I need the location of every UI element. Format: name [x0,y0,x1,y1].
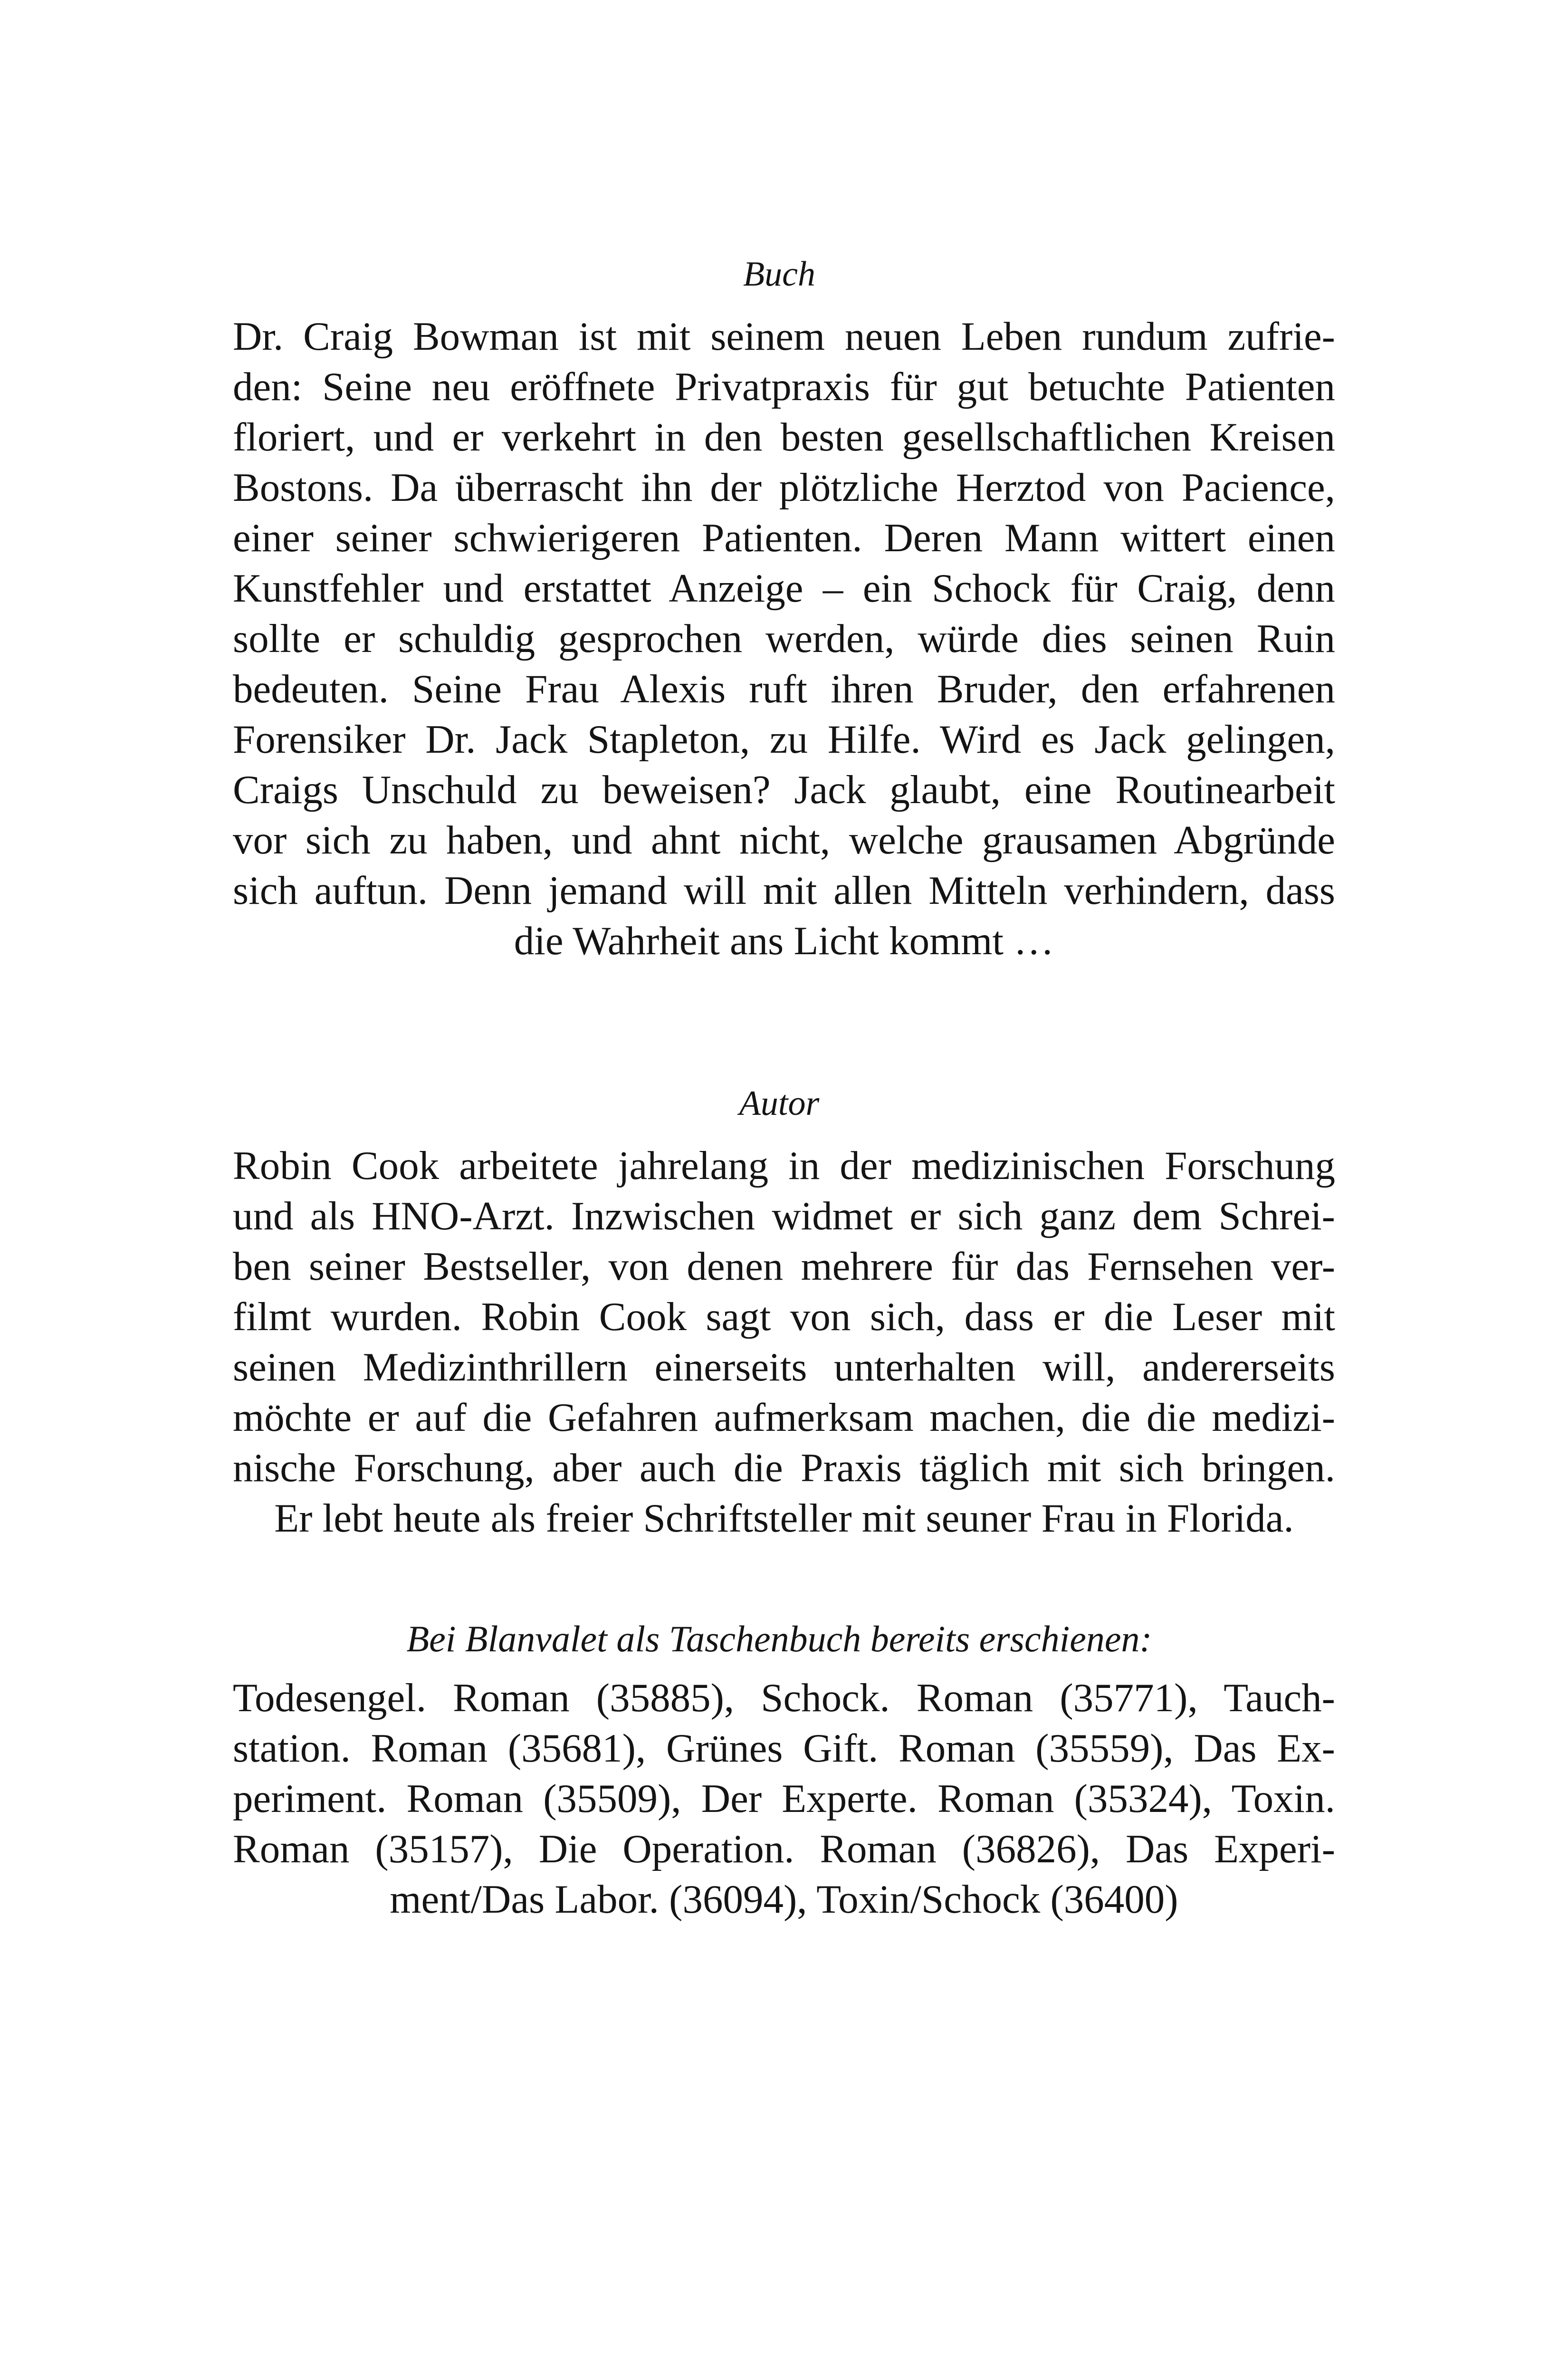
buch-line: Craigs Unschuld zu beweisen? Jack glaubt, eine Routinearbeit [233,767,1335,812]
autor-line: seinen Medizinthrillern einerseits unterhalten will, andererseits [233,1345,1335,1389]
buch-line-last: die Wahrheit ans Licht kommt … [514,919,1054,963]
buch-line: Forensiker Dr. Jack Stapleton, zu Hilfe. Wird es Jack gelingen, [233,717,1335,762]
published-line: Todesengel. Roman (35885), Schock. Roman (35771), Tauch- [233,1676,1335,1720]
buch-description [233,311,1335,966]
autor-heading: Autor [739,1084,820,1123]
autor-line: ben seiner Bestseller, von denen mehrere für das Fernsehen ver- [233,1244,1335,1289]
autor-line: filmt wurden. Robin Cook sagt von sich, dass er die Leser mit [233,1294,1335,1339]
published-line: station. Roman (35681), Grünes Gift. Roman (35559), Das Ex- [233,1726,1335,1771]
published-heading: Bei Blanvalet als Taschenbuch bereits erschienen: [406,1618,1152,1659]
autor-description [233,1140,1335,1543]
autor-line: und als HNO-Arzt. Inzwischen widmet er sich ganz dem Schrei- [233,1194,1335,1238]
buch-line: floriert, und er verkehrt in den besten gesellschaftlichen Kreisen [233,415,1335,460]
published-list [233,1673,1335,1925]
autor-line: nische Forschung, aber auch die Praxis täglich mit sich bringen. [233,1446,1335,1490]
buch-heading: Buch [743,255,816,294]
buch-line: Bostons. Da überrascht ihn der plötzliche Herztod von Pacience, [233,465,1335,510]
published-line: Roman (35157), Die Operation. Roman (36826), Das Experi- [233,1827,1335,1871]
autor-line: Robin Cook arbeitete jahrelang in der medizinischen Forschung [233,1143,1335,1188]
buch-line: vor sich zu haben, und ahnt nicht, welche grausamen Abgründe [233,818,1335,862]
buch-line: Dr. Craig Bowman ist mit seinem neuen Leben rundum zufrie- [233,314,1335,359]
autor-line-last: Er lebt heute als freier Schriftsteller mit seuner Frau in Florida. [274,1496,1294,1541]
published-line: periment. Roman (35509), Der Experte. Roman (35324), Toxin. [233,1776,1335,1821]
buch-line: sich auftun. Denn jemand will mit allen Mitteln verhindern, dass [233,868,1335,913]
autor-line: möchte er auf die Gefahren aufmerksam machen, die die medizi- [233,1395,1335,1440]
buch-line: Kunstfehler und erstattet Anzeige – ein Schock für Craig, denn [233,566,1335,611]
published-line-last: ment/Das Labor. (36094), Toxin/Schock (36400) [390,1877,1178,1922]
buch-line: den: Seine neu eröffnete Privatpraxis für gut betuchte Patienten [233,364,1335,409]
buch-line: sollte er schuldig gesprochen werden, würde dies seinen Ruin [233,616,1335,661]
buch-line: einer seiner schwierigeren Patienten. Deren Mann wittert einen [233,516,1335,560]
buch-line: bedeuten. Seine Frau Alexis ruft ihren Bruder, den erfahrenen [233,667,1335,711]
